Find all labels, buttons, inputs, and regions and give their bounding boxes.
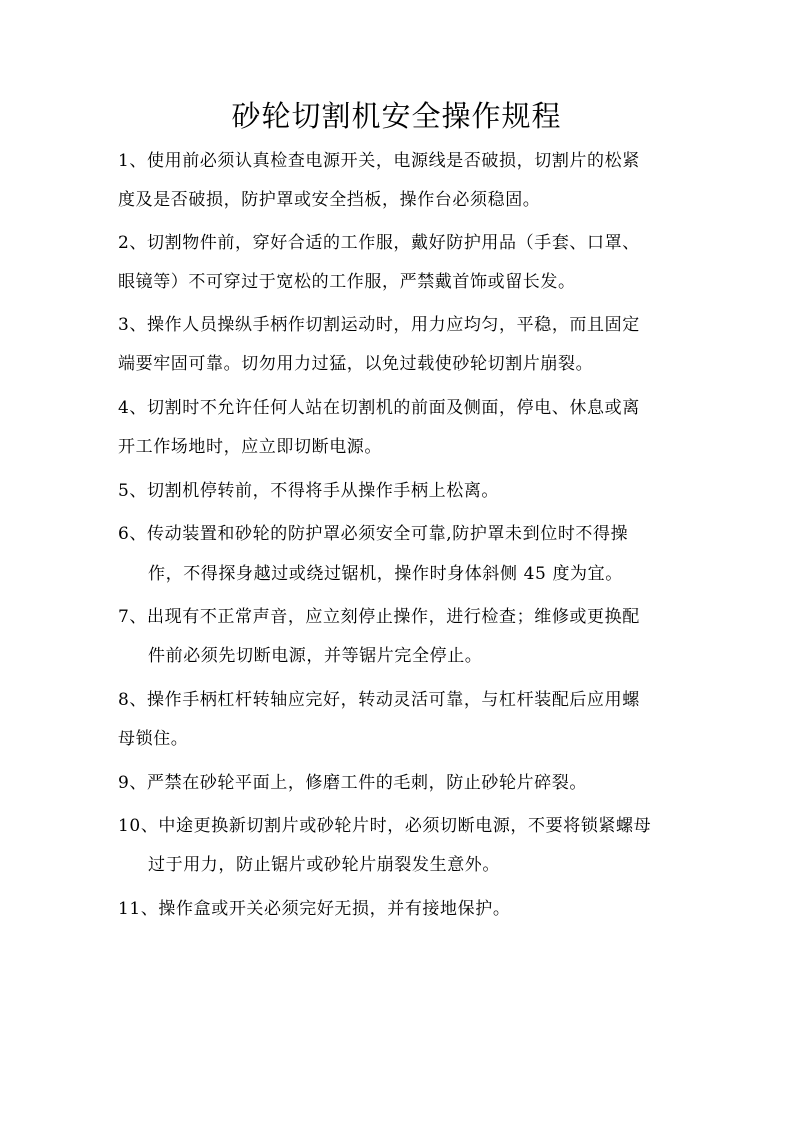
document-line: 件前必须先切断电源，并等锯片完全停止。: [148, 646, 483, 666]
document-line: 作，不得探身越过或绕过锯机，操作时身体斜侧 45 度为宜。: [148, 564, 623, 584]
document-line: 开工作场地时，应立即切断电源。: [118, 437, 382, 457]
document-title: 砂轮切割机安全操作规程: [231, 99, 562, 133]
document-line: 5、切割机停转前，不得将手从操作手柄上松离。: [118, 481, 500, 501]
document-line: 10、中途更换新切割片或砂轮片时，必须切断电源，不要将锁紧螺母: [118, 816, 652, 836]
document-line: 2、切割物件前，穿好合适的工作服，戴好防护用品（手套、口罩、: [118, 233, 640, 253]
document-line: 3、操作人员操纵手柄作切割运动时，用力应均匀，平稳，而且固定: [118, 315, 640, 335]
document-line: 母锁住。: [118, 729, 189, 749]
document-line: 9、严禁在砂轮平面上，修磨工件的毛刺，防止砂轮片碎裂。: [118, 773, 588, 793]
document-line: 8、操作手柄杠杆转轴应完好，转动灵活可靠，与杠杆装配后应用螺: [118, 690, 640, 710]
document-line: 眼镜等）不可穿过于宽松的工作服，严禁戴首饰或留长发。: [118, 272, 576, 292]
document-line: 1、使用前必须认真检查电源开关，电源线是否破损，切割片的松紧: [118, 151, 640, 171]
document-line: 过于用力，防止锯片或砂轮片崩裂发生意外。: [148, 855, 500, 875]
document-line: 7、出现有不正常声音，应立刻停止操作，进行检查；维修或更换配: [118, 607, 640, 627]
document-line: 4、切割时不允许任何人站在切割机的前面及侧面，停电、休息或离: [118, 398, 640, 418]
document-line: 6、传动装置和砂轮的防护罩必须安全可靠,防护罩未到位时不得操: [118, 524, 629, 544]
document-line: 11、操作盒或开关必须完好无损，并有接地保护。: [118, 899, 511, 919]
document-line: 端要牢固可靠。切勿用力过猛，以免过载使砂轮切割片崩裂。: [118, 354, 594, 374]
document-line: 度及是否破损，防护罩或安全挡板，操作台必须稳固。: [118, 190, 541, 210]
